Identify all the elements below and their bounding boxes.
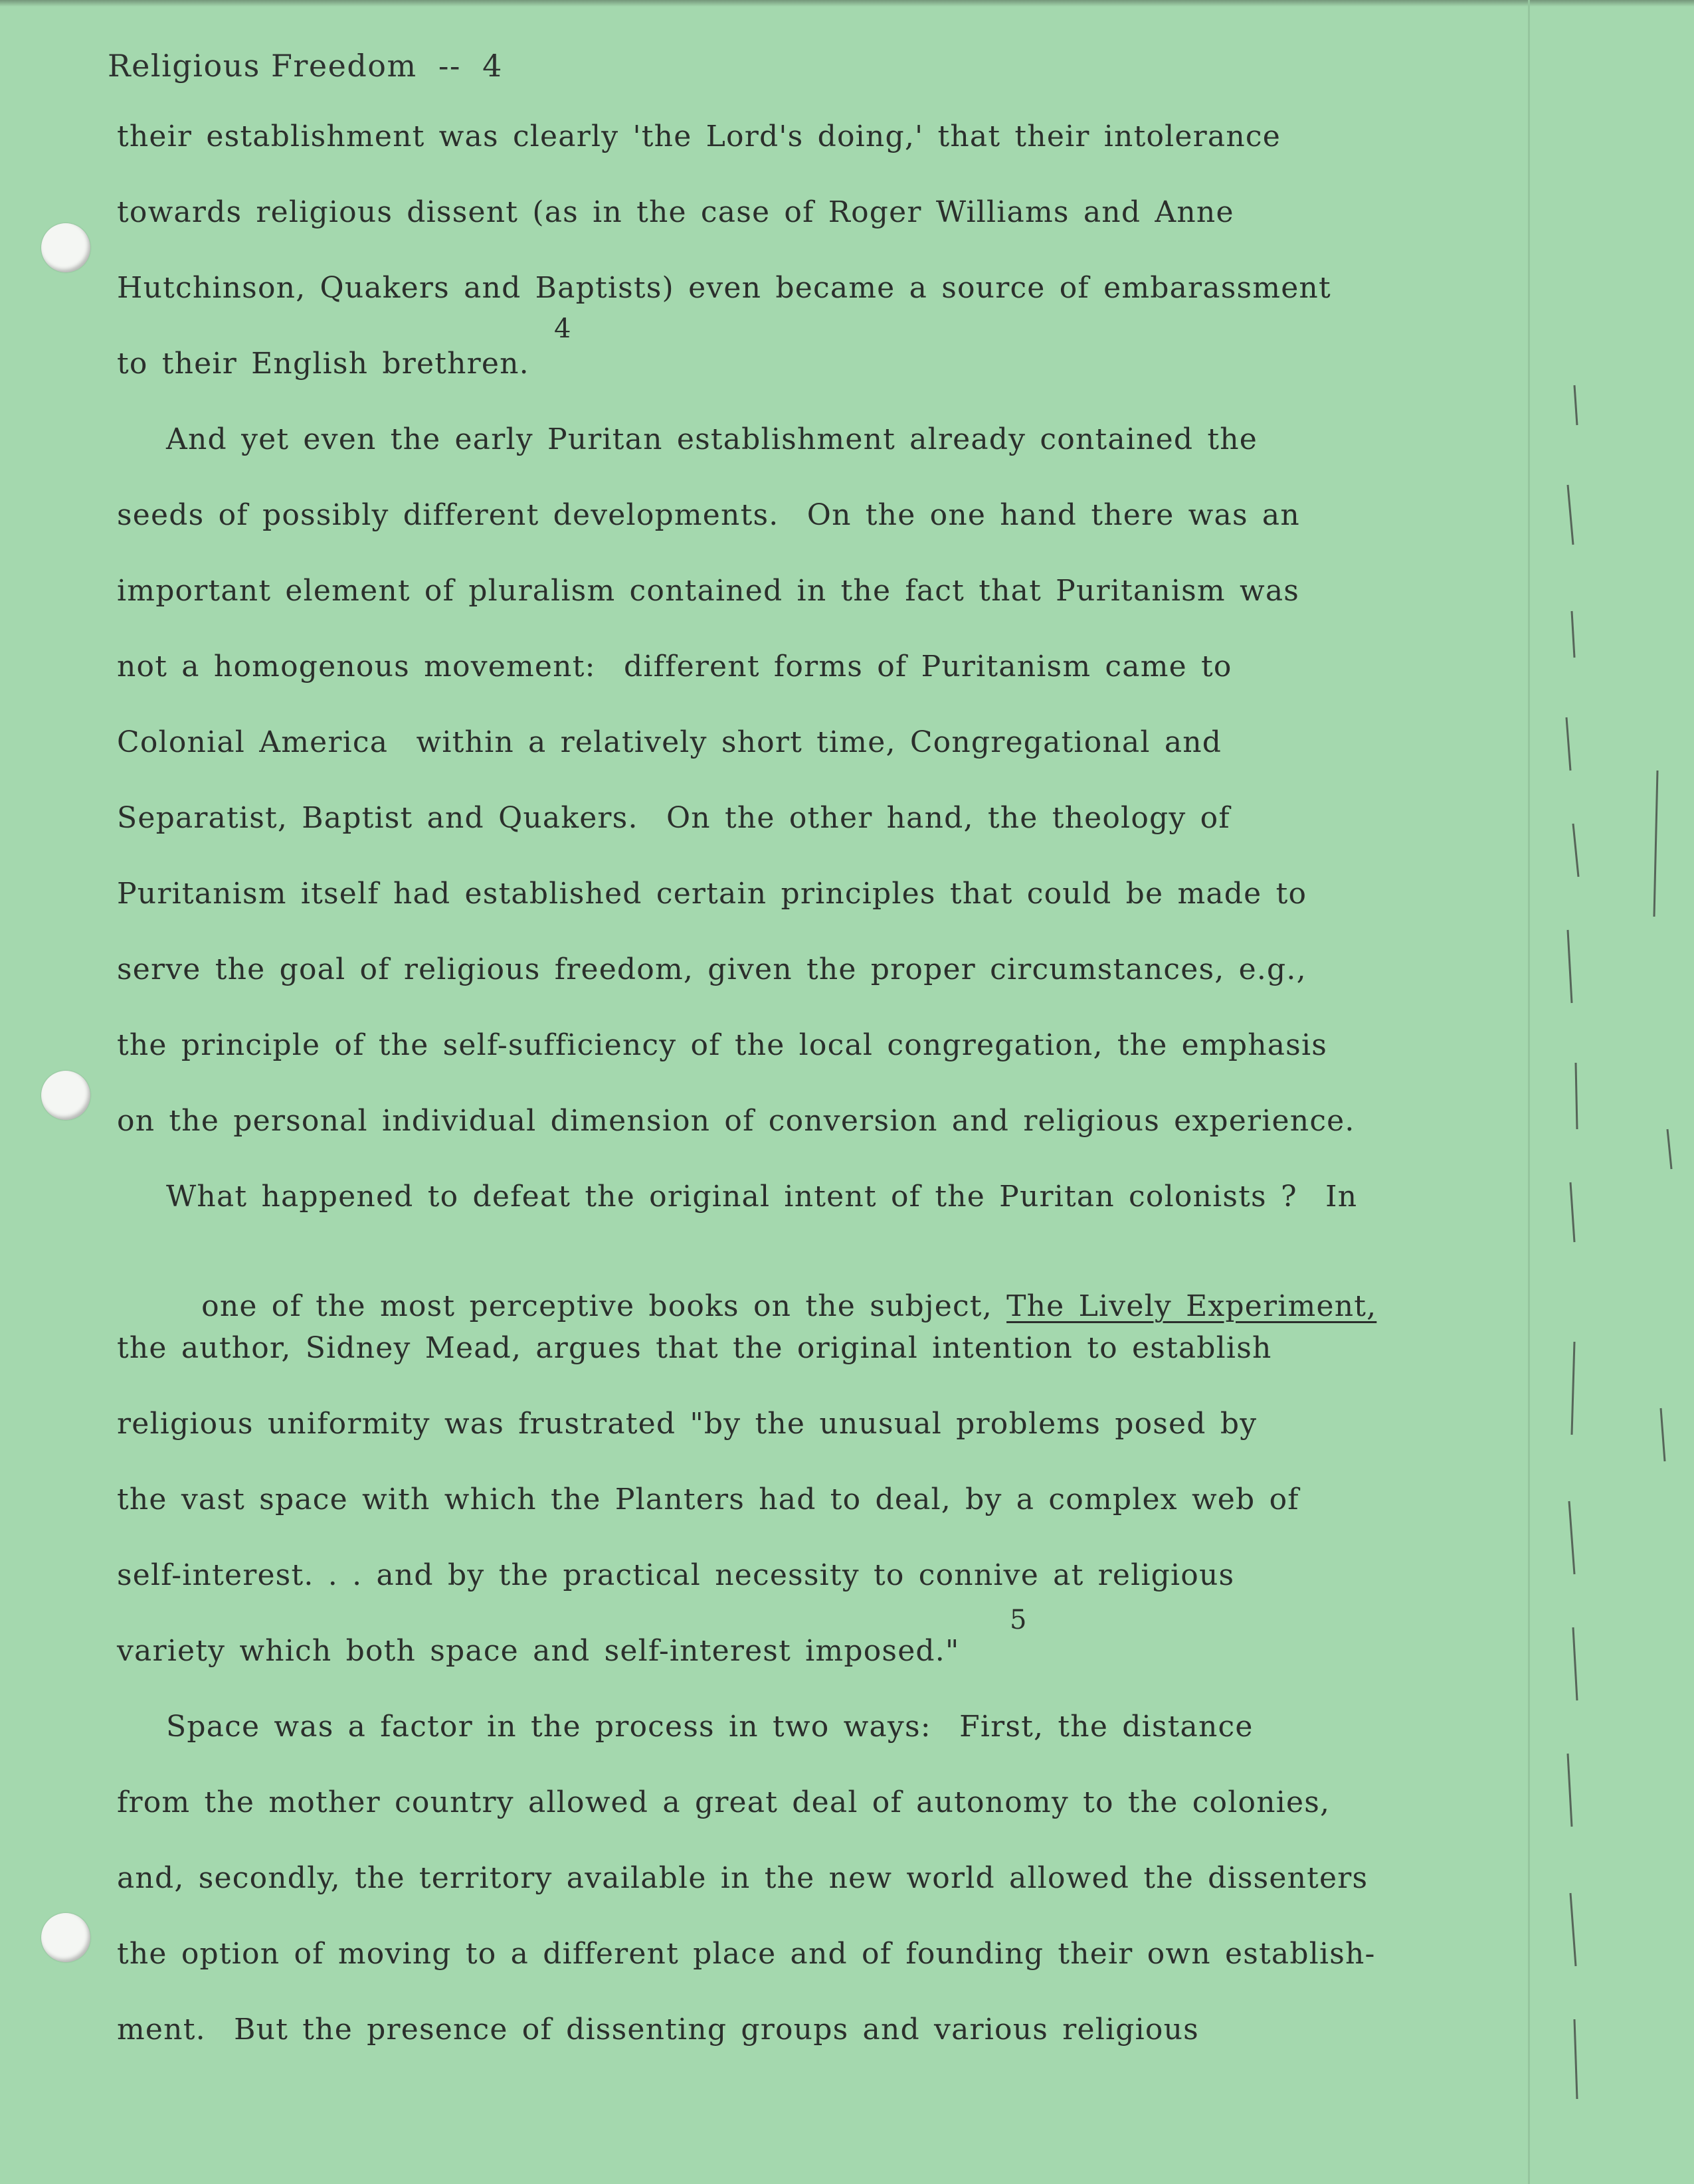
- text-line: religious uniformity was frustrated "by the unusual problems posed by: [117, 1407, 1258, 1441]
- text-line: the option of moving to a different place and of founding their own establish-: [117, 1937, 1376, 1971]
- footnote-ref: 5: [1010, 1605, 1027, 1635]
- text-line: and, secondly, the territory available in the new world allowed the dissenters: [117, 1861, 1368, 1895]
- text-line: important element of pluralism contained in the fact that Puritanism was: [117, 574, 1300, 608]
- text-line: Colonial America within a relatively short time, Congregational and: [117, 725, 1222, 759]
- text-line: on the personal individual dimension of conversion and religious experience.: [117, 1104, 1355, 1138]
- binding-shadow-marks: [1554, 345, 1681, 2165]
- punch-hole-bottom: [41, 1913, 90, 1962]
- text-line: Separatist, Baptist and Quakers. On the other hand, the theology of: [117, 801, 1230, 835]
- text-line: not a homogenous movement: different forms of Puritanism came to: [117, 650, 1232, 683]
- text-line: variety which both space and self-interest imposed.": [117, 1634, 960, 1668]
- text-line: the vast space with which the Planters had to deal, by a complex web of: [117, 1483, 1299, 1516]
- text-line: Space was a factor in the process in two ways: First, the distance: [166, 1710, 1254, 1744]
- text-line: ment. But the presence of dissenting groups and various religious: [117, 2013, 1199, 2047]
- text-line: seeds of possibly different developments. On the one hand there was an: [117, 498, 1300, 532]
- text-line: What happened to defeat the original intent of the Puritan colonists ? In: [166, 1180, 1358, 1214]
- running-head: Religious Freedom -- 4: [108, 48, 503, 84]
- margin-fold-line: [1528, 0, 1530, 2184]
- book-title: The Lively Experiment,: [1006, 1289, 1377, 1323]
- text-line: serve the goal of religious freedom, given the proper circumstances, e.g.,: [117, 953, 1307, 986]
- text-line: from the mother country allowed a great deal of autonomy to the colonies,: [117, 1785, 1331, 1819]
- text-line: Hutchinson, Quakers and Baptists) even became a source of embarassment: [117, 271, 1331, 305]
- text-line: towards religious dissent (as in the case of Roger Williams and Anne: [117, 195, 1234, 229]
- text-line: to their English brethren.: [117, 347, 529, 381]
- text-line: self-interest. . . and by the practical necessity to connive at religious: [117, 1558, 1235, 1592]
- footnote-ref: 4: [554, 314, 571, 344]
- text-line: And yet even the early Puritan establishment already contained the: [166, 422, 1258, 456]
- text-line: Puritanism itself had established certain principles that could be made to: [117, 877, 1307, 911]
- punch-hole-middle: [41, 1071, 90, 1120]
- text-line: the principle of the self-sufficiency of the local congregation, the emphasis: [117, 1028, 1327, 1062]
- text-segment: one of the most perceptive books on the subject,: [201, 1289, 1007, 1323]
- punch-hole-top: [41, 223, 90, 272]
- text-line: their establishment was clearly 'the Lord's doing,' that their intolerance: [117, 120, 1281, 153]
- text-line: the author, Sidney Mead, argues that the original intention to establish: [117, 1331, 1272, 1365]
- page-top-edge: [0, 0, 1694, 7]
